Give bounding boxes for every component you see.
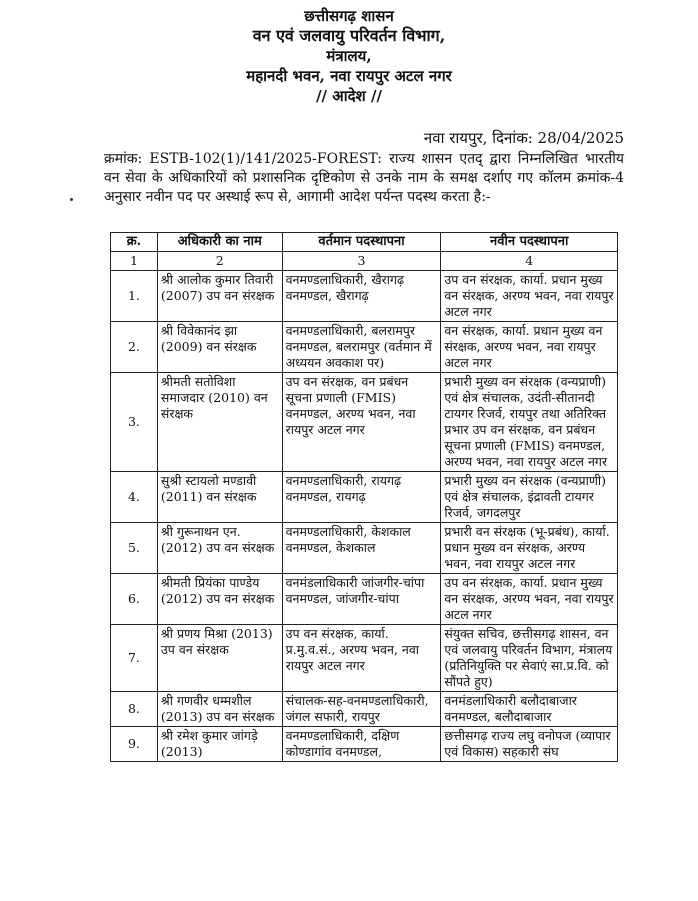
current-posting-cell: उप वन संरक्षक, वन प्रबंधन सूचना प्रणाली (FMIS) वनमण्डल, अरण्य भवन, नवा रायपुर अटल नगर	[282, 373, 441, 472]
serial-cell: 7.	[111, 625, 158, 692]
new-posting-cell: उप वन संरक्षक, कार्या. प्रधान मुख्य वन संरक्षक, अरण्य भवन, नवा रायपुर अटल नगर	[441, 574, 618, 625]
new-posting-cell: वन संरक्षक, कार्या. प्रधान मुख्य वन संरक्षक, अरण्य भवन, नवा रायपुर अटल नगर	[441, 322, 618, 373]
new-posting-cell: वनमंडलाधिकारी बलौदाबाजार वनमण्डल, बलौदाबाजार	[441, 692, 618, 727]
current-posting-cell: संचालक-सह-वनमण्डलाधिकारी, जंगल सफारी, रायपुर	[282, 692, 441, 727]
table-row	[111, 373, 618, 472]
serial-cell: 1.	[111, 271, 158, 322]
order-paragraph: क्रमांक: ESTB-102(1)/141/2025-FOREST: राज्य शासन एतद् द्वारा निम्नलिखित भारतीय वन सेवा के अधिकारियों को प्रशासनिक दृष्टिकोण से उनके नाम के समक्ष दर्शाए गए कॉलम क्रमांक-4 अनुसार नवीन पद पर अस्थाई रूप से, आगामी आदेश पर्यन्त पदस्थ करता है:-	[104, 151, 624, 205]
header-address: महानदी भवन, नवा रायपुर अटल नगर	[246, 67, 452, 85]
index-cell: 4	[441, 252, 618, 271]
officer-name-cell: श्री आलोक कुमार तिवारी (2007) उप वन संरक्षक	[157, 271, 282, 322]
serial-cell: 3.	[111, 373, 158, 472]
new-posting-cell: उप वन संरक्षक, कार्या. प्रधान मुख्य वन संरक्षक, अरण्य भवन, नवा रायपुर अटल नगर	[441, 271, 618, 322]
serial-cell: 9.	[111, 727, 158, 762]
current-posting-cell: वनमण्डलाधिकारी, केशकाल वनमण्डल, केशकाल	[282, 523, 441, 574]
table-row	[111, 574, 618, 625]
officer-name-cell: श्रीमती सतोविशा समाजदार (2010) वन संरक्षक	[157, 373, 282, 472]
table-row	[111, 625, 618, 692]
serial-cell: 8.	[111, 692, 158, 727]
current-posting-cell: वनमण्डलाधिकारी, दक्षिण कोण्डागांव वनमण्डल,	[282, 727, 441, 762]
stray-dot	[70, 198, 73, 201]
new-posting-cell: संयुक्त सचिव, छत्तीसगढ़ शासन, वन एवं जलवायु परिवर्तन विभाग, मंत्रालय (प्रतिनियुक्ति पर सेवाएं सा.प्र.वि. को सौंपते हुए)	[441, 625, 618, 692]
header-order-title: // आदेश //	[316, 87, 382, 105]
officer-name-cell: श्री गुरूनाथन एन. (2012) उप वन संरक्षक	[157, 523, 282, 574]
header-serial: क्र.	[111, 233, 158, 252]
serial-cell: 5.	[111, 523, 158, 574]
header-new-posting: नवीन पदस्थापना	[441, 233, 618, 252]
officer-name-cell: श्री विवेकानंद झा (2009) वन संरक्षक	[157, 322, 282, 373]
current-posting-cell: वनमण्डलाधिकारी, बलरामपुर वनमण्डल, बलरामपुर (वर्तमान में अध्ययन अवकाश पर)	[282, 322, 441, 373]
dateline: नवा रायपुर, दिनांक: 28/04/2025	[423, 129, 624, 147]
officer-name-cell: श्रीमती प्रियंका पाण्डेय (2012) उप वन संरक्षक	[157, 574, 282, 625]
table-index-row	[111, 252, 618, 271]
officer-name-cell: श्री गणवीर धम्मशील (2013) उप वन संरक्षक	[157, 692, 282, 727]
current-posting-cell: वनमण्डलाधिकारी, खैरागढ़ वनमण्डल, खैरागढ़	[282, 271, 441, 322]
index-cell: 1	[111, 252, 158, 271]
new-posting-cell: प्रभारी मुख्य वन संरक्षक (वन्यप्राणी) एवं क्षेत्र संचालक, इंद्रावती टायगर रिजर्व, जगदलपुर	[441, 472, 618, 523]
table-row	[111, 271, 618, 322]
officer-name-cell: सुश्री स्टायलो मण्डावी (2011) वन संरक्षक	[157, 472, 282, 523]
table-header-row	[111, 233, 618, 252]
current-posting-cell: वनमंडलाधिकारी जांजगीर-चांपा वनमण्डल, जांजगीर-चांपा	[282, 574, 441, 625]
index-cell: 3	[282, 252, 441, 271]
header-department: वन एवं जलवायु परिवर्तन विभाग,	[252, 26, 446, 45]
table-row	[111, 523, 618, 574]
new-posting-cell: प्रभारी वन संरक्षक (भू-प्रबंध), कार्या. प्रधान मुख्य वन संरक्षक, अरण्य भवन, नवा रायपुर अटल नगर	[441, 523, 618, 574]
table-row	[111, 322, 618, 373]
header-officer-name: अधिकारी का नाम	[157, 233, 282, 252]
header-government: छत्तीसगढ़ शासन	[304, 7, 394, 25]
posting-table	[110, 232, 618, 762]
officer-name-cell: श्री प्रणय मिश्रा (2013) उप वन संरक्षक	[157, 625, 282, 692]
new-posting-cell: प्रभारी मुख्य वन संरक्षक (वन्यप्राणी) एवं क्षेत्र संचालक, उदंती-सीतानदी टायगर रिजर्व, रायपुर तथा अतिरिक्त प्रभार उप वन संरक्षक, वन प्रबंधन सूचना प्रणाली (FMIS) वनमण्डल, अरण्य भवन, नवा रायपुर अटल नगर	[441, 373, 618, 472]
table-row	[111, 472, 618, 523]
current-posting-cell: वनमण्डलाधिकारी, रायगढ़ वनमण्डल, रायगढ़	[282, 472, 441, 523]
officer-name-cell: श्री रमेश कुमार जांगड़े (2013)	[157, 727, 282, 762]
table-row	[111, 692, 618, 727]
table-row	[111, 727, 618, 762]
index-cell: 2	[157, 252, 282, 271]
serial-cell: 6.	[111, 574, 158, 625]
serial-cell: 4.	[111, 472, 158, 523]
current-posting-cell: उप वन संरक्षक, कार्या. प्र.मु.व.सं., अरण्य भवन, नवा रायपुर अटल नगर	[282, 625, 441, 692]
header-current-posting: वर्तमान पदस्थापना	[282, 233, 441, 252]
document-header	[0, 6, 698, 106]
serial-cell: 2.	[111, 322, 158, 373]
header-ministry: मंत्रालय,	[326, 47, 372, 65]
new-posting-cell: छत्तीसगढ़ राज्य लघु वनोपज (व्यापार एवं विकास) सहकारी संघ	[441, 727, 618, 762]
